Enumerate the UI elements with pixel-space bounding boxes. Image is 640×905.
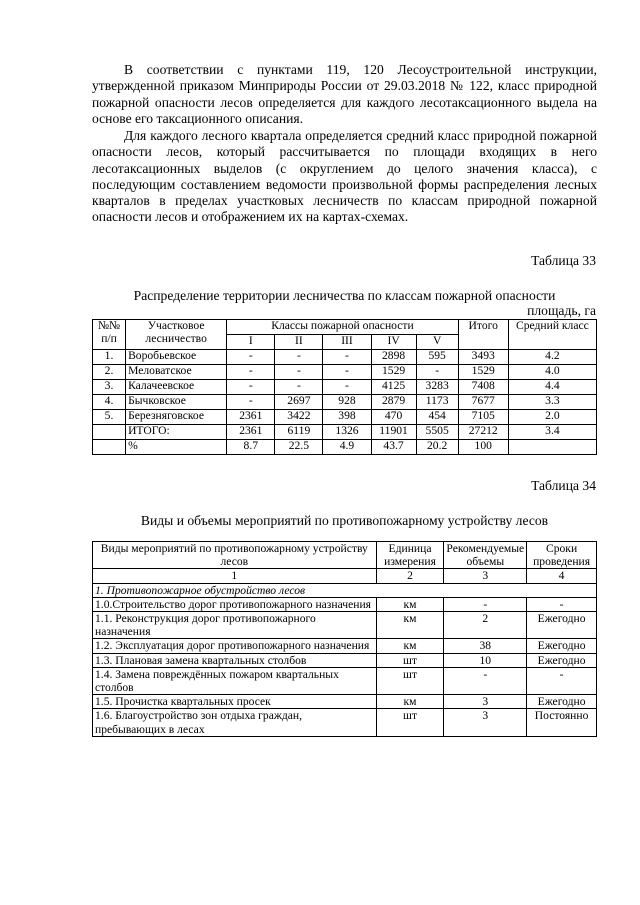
- cell-c2: 3422: [275, 410, 323, 425]
- cell-c3: -: [323, 350, 371, 365]
- cell-num: 3.: [93, 380, 126, 395]
- cell-c2: -: [275, 365, 323, 380]
- cell-num: [93, 440, 126, 455]
- header-avg: Средний класс: [508, 320, 596, 350]
- table-row: [93, 410, 597, 425]
- cell-name: ИТОГО:: [126, 425, 227, 440]
- cell-unit: км: [376, 695, 444, 709]
- cell-unit: шт: [376, 709, 444, 736]
- cell-term: -: [527, 667, 597, 694]
- cell-c1: 2361: [227, 410, 275, 425]
- cell-num: [93, 425, 126, 440]
- table-row: [93, 709, 597, 736]
- header-class-5: V: [416, 335, 458, 350]
- cell-num: 4.: [93, 395, 126, 410]
- cell-name: Березняговское: [126, 410, 227, 425]
- cell-total: 7408: [458, 380, 508, 395]
- column-number-3: 3: [444, 569, 527, 583]
- cell-unit: км: [376, 639, 444, 653]
- cell-c5: 1173: [416, 395, 458, 410]
- cell-kind: 1.2. Эксплуатация дорог противопожарного назначения: [93, 639, 377, 653]
- cell-avg: [508, 440, 596, 455]
- table34-caption: Таблица 34: [531, 478, 596, 493]
- cell-c3: -: [323, 380, 371, 395]
- header-kind: Виды мероприятий по противопожарному устройству лесов: [93, 542, 377, 569]
- cell-name: Меловатское: [126, 365, 227, 380]
- cell-c1: -: [227, 395, 275, 410]
- cell-c5: 5505: [416, 425, 458, 440]
- cell-c4: 43.7: [371, 440, 416, 455]
- header-classes: Классы пожарной опасности: [227, 320, 458, 335]
- cell-c4: 2879: [371, 395, 416, 410]
- cell-c1: -: [227, 350, 275, 365]
- cell-volume: 10: [444, 653, 527, 667]
- table33-caption: Таблица 33: [531, 253, 596, 268]
- cell-c1: 8.7: [227, 440, 275, 455]
- column-number-1: 1: [93, 569, 377, 583]
- cell-kind: 1.1. Реконструкция дорог противопожарного назначения: [93, 612, 377, 639]
- header-forestry: Участковое лесничество: [126, 320, 227, 350]
- cell-kind: 1.5. Прочистка квартальных просек: [93, 695, 377, 709]
- cell-c5: 595: [416, 350, 458, 365]
- cell-term: -: [527, 597, 597, 611]
- header-num: №№ п/п: [93, 320, 126, 350]
- cell-total: 7105: [458, 410, 508, 425]
- table33-title: Распределение территории лесничества по классам пожарной опасности: [133, 288, 556, 303]
- table33: [92, 319, 597, 455]
- paragraph-1: В соответствии с пунктами 119, 120 Лесоустроительной инструкции, утвержденной приказом Минприроды России от 29.03.2018 № 122, класс природной пожарной опасности лесов определяется для каждого лесотаксационного выдела на основе его таксационного описания.: [92, 62, 597, 126]
- cell-c4: 4125: [371, 380, 416, 395]
- cell-c3: 1326: [323, 425, 371, 440]
- cell-volume: 38: [444, 639, 527, 653]
- table33-units: площадь, га: [527, 303, 596, 318]
- table-row: [93, 425, 597, 440]
- cell-name: Калачеевское: [126, 380, 227, 395]
- cell-avg: 3.4: [508, 425, 596, 440]
- column-number-2: 2: [376, 569, 444, 583]
- cell-name: %: [126, 440, 227, 455]
- cell-c2: 6119: [275, 425, 323, 440]
- header-volume: Рекомендуемые объемы: [444, 542, 527, 569]
- cell-term: Ежегодно: [527, 695, 597, 709]
- cell-c4: 11901: [371, 425, 416, 440]
- cell-unit: шт: [376, 653, 444, 667]
- cell-c1: -: [227, 380, 275, 395]
- cell-kind: 1.6. Благоустройство зон отдыха граждан, пребывающих в лесах: [93, 709, 377, 736]
- header-class-4: IV: [371, 335, 416, 350]
- cell-num: 2.: [93, 365, 126, 380]
- cell-total: 27212: [458, 425, 508, 440]
- cell-volume: -: [444, 667, 527, 694]
- header-unit: Единица измерения: [376, 542, 444, 569]
- cell-total: 1529: [458, 365, 508, 380]
- cell-avg: 4.0: [508, 365, 596, 380]
- cell-c1: -: [227, 365, 275, 380]
- cell-c5: -: [416, 365, 458, 380]
- cell-c4: 1529: [371, 365, 416, 380]
- table-row: [93, 395, 597, 410]
- cell-c3: -: [323, 365, 371, 380]
- cell-c2: 22.5: [275, 440, 323, 455]
- section-title: 1. Противопожарное обустройство лесов: [93, 583, 597, 597]
- table-row: [93, 667, 597, 694]
- cell-avg: 3.3: [508, 395, 596, 410]
- cell-unit: шт: [376, 667, 444, 694]
- cell-c2: -: [275, 350, 323, 365]
- table-row: [93, 639, 597, 653]
- cell-term: Ежегодно: [527, 639, 597, 653]
- cell-term: Постоянно: [527, 709, 597, 736]
- cell-num: 5.: [93, 410, 126, 425]
- cell-volume: -: [444, 597, 527, 611]
- header-total: Итого: [458, 320, 508, 350]
- cell-c5: 454: [416, 410, 458, 425]
- cell-c2: 2697: [275, 395, 323, 410]
- header-term: Сроки проведения: [527, 542, 597, 569]
- table-row: [93, 695, 597, 709]
- cell-c3: 4.9: [323, 440, 371, 455]
- column-number-4: 4: [527, 569, 597, 583]
- cell-unit: км: [376, 612, 444, 639]
- header-class-2: II: [275, 335, 323, 350]
- cell-volume: 3: [444, 695, 527, 709]
- header-class-1: I: [227, 335, 275, 350]
- cell-term: Ежегодно: [527, 653, 597, 667]
- cell-c2: -: [275, 380, 323, 395]
- cell-term: Ежегодно: [527, 612, 597, 639]
- cell-total: 3493: [458, 350, 508, 365]
- table-row: [93, 365, 597, 380]
- table-row: [93, 440, 597, 455]
- cell-avg: 4.4: [508, 380, 596, 395]
- cell-name: Воробьевское: [126, 350, 227, 365]
- paragraph-2: Для каждого лесного квартала определяется средний класс природной пожарной опасности лесов, который рассчитывается по площади входящих в него лесотаксационных выделов (с округлением до целого значения класса), с последующим составлением ведомости произвольной формы распределения лесных кварталов в пределах участковых лесничеств по классам природной пожарной опасности лесов и отображением их на картах-схемах.: [92, 128, 597, 225]
- cell-c4: 2898: [371, 350, 416, 365]
- cell-avg: 4.2: [508, 350, 596, 365]
- cell-kind: 1.0.Строительство дорог противопожарного назначения: [93, 597, 377, 611]
- cell-c5: 20.2: [416, 440, 458, 455]
- table34-title: Виды и объемы мероприятий по противопожарному устройству лесов: [140, 513, 549, 528]
- cell-num: 1.: [93, 350, 126, 365]
- table-row: [93, 612, 597, 639]
- table34: [92, 541, 597, 737]
- cell-volume: 2: [444, 612, 527, 639]
- cell-kind: 1.3. Плановая замена квартальных столбов: [93, 653, 377, 667]
- cell-total: 100: [458, 440, 508, 455]
- cell-unit: км: [376, 597, 444, 611]
- cell-c4: 470: [371, 410, 416, 425]
- header-class-3: III: [323, 335, 371, 350]
- table-row: [93, 380, 597, 395]
- table-row: [93, 653, 597, 667]
- cell-c3: 928: [323, 395, 371, 410]
- cell-avg: 2.0: [508, 410, 596, 425]
- cell-name: Бычковское: [126, 395, 227, 410]
- cell-kind: 1.4. Замена повреждённых пожаром квартальных столбов: [93, 667, 377, 694]
- table-row: [93, 350, 597, 365]
- table-row: [93, 597, 597, 611]
- cell-c3: 398: [323, 410, 371, 425]
- cell-volume: 3: [444, 709, 527, 736]
- cell-c5: 3283: [416, 380, 458, 395]
- cell-c1: 2361: [227, 425, 275, 440]
- cell-total: 7677: [458, 395, 508, 410]
